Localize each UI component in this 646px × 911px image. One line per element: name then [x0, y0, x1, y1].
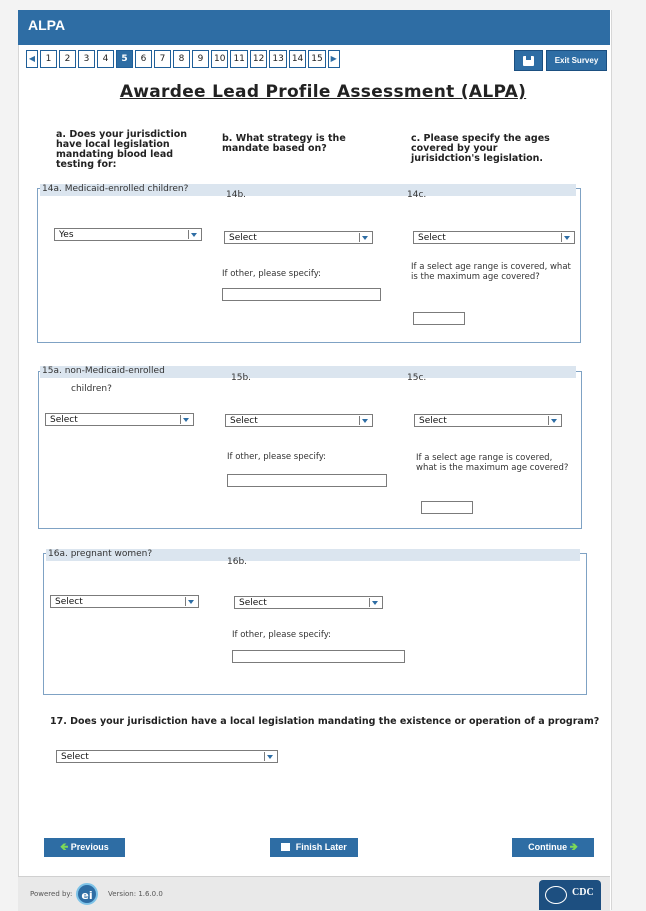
- page-link-3[interactable]: 3: [78, 50, 95, 68]
- q16a-select[interactable]: [50, 595, 199, 608]
- q14a-label: 14a. Medicaid-enrolled children?: [42, 184, 189, 194]
- hhs-eagle-icon: [545, 886, 567, 904]
- q15c-label: 15c.: [407, 373, 427, 383]
- page-link-6[interactable]: 6: [135, 50, 152, 68]
- q14c-select-value: Select: [418, 233, 446, 243]
- arrow-right-icon: 🡺: [569, 842, 578, 853]
- finish-later-button[interactable]: [270, 838, 358, 857]
- page-title: Awardee Lead Profile Assessment (ALPA): [119, 82, 527, 102]
- continue-button[interactable]: [512, 838, 594, 857]
- title-bar: [18, 10, 610, 45]
- q15a-label-line1: 15a. non-Medicaid-enrolled: [42, 366, 165, 376]
- page-link-4[interactable]: 4: [97, 50, 114, 68]
- q16b-label: 16b.: [227, 557, 248, 567]
- page-navigation: [26, 50, 342, 68]
- continue-button-label: Continue: [528, 842, 568, 852]
- page-link-12[interactable]: 12: [250, 50, 267, 68]
- q15c-select[interactable]: [414, 414, 562, 427]
- nav-next-arrow-icon[interactable]: ▶: [328, 50, 340, 68]
- page-link-5-current[interactable]: 5: [116, 50, 133, 68]
- app-title: ALPA: [28, 17, 66, 33]
- page-link-8[interactable]: 8: [173, 50, 190, 68]
- nav-prev-arrow-icon[interactable]: ◀: [26, 50, 38, 68]
- page-link-10[interactable]: 10: [211, 50, 228, 68]
- save-disk-icon: [281, 843, 290, 851]
- q15b-select-value: Select: [230, 416, 258, 426]
- q14c-age-hint: If a select age range is covered, what is the maximum age covered?: [411, 262, 571, 282]
- q15a-select-value: Select: [50, 415, 78, 425]
- q17-select[interactable]: [56, 750, 278, 763]
- page-link-14[interactable]: 14: [289, 50, 306, 68]
- q14a-select[interactable]: [54, 228, 202, 241]
- chevron-down-icon: [264, 752, 275, 761]
- chevron-down-icon: [359, 416, 370, 425]
- q17-label: 17. Does your jurisdiction have a local legislation mandating the existence or operation of a program?: [50, 716, 600, 727]
- q16b-select-value: Select: [239, 598, 267, 608]
- q15b-label: 15b.: [231, 373, 252, 383]
- q14c-select[interactable]: [413, 231, 575, 244]
- q16b-select[interactable]: [234, 596, 383, 609]
- finish-later-button-label: Finish Later: [295, 842, 347, 852]
- q15c-max-age-input[interactable]: [421, 501, 473, 514]
- cdc-logo-text: CDC: [572, 887, 594, 898]
- q16b-other-hint: If other, please specify:: [232, 630, 332, 640]
- q15b-other-input[interactable]: [227, 474, 387, 487]
- q14b-label: 14b.: [226, 190, 247, 200]
- arrow-left-icon: 🡸: [60, 842, 69, 853]
- page-link-2[interactable]: 2: [59, 50, 76, 68]
- cdc-logo: [539, 880, 601, 910]
- chevron-down-icon: [548, 416, 559, 425]
- save-disk-icon: [523, 56, 534, 66]
- page-link-9[interactable]: 9: [192, 50, 209, 68]
- column-header-a: a. Does your jurisdiction have local legislation mandating blood lead testing for:: [56, 129, 188, 170]
- q16a-select-value: Select: [55, 597, 83, 607]
- version-label: Version: 1.6.0.0: [108, 890, 163, 898]
- chevron-down-icon: [359, 233, 370, 242]
- q14a-select-value: Yes: [59, 230, 74, 240]
- q15a-label-line2: children?: [71, 384, 112, 394]
- q14b-select[interactable]: [224, 231, 373, 244]
- chevron-down-icon: [561, 233, 572, 242]
- q15b-other-hint: If other, please specify:: [227, 452, 327, 462]
- q15c-age-hint: If a select age range is covered, what is the maximum age covered?: [416, 453, 569, 473]
- q14c-label: 14c.: [407, 190, 427, 200]
- footer: [18, 876, 610, 911]
- column-header-b: b. What strategy is the mandate based on?: [222, 133, 346, 154]
- chevron-down-icon: [180, 415, 191, 424]
- q15c-select-value: Select: [419, 416, 447, 426]
- previous-button-label: Previous: [70, 842, 109, 852]
- previous-button[interactable]: [44, 838, 125, 857]
- q14b-other-hint: If other, please specify:: [222, 269, 322, 279]
- page-link-13[interactable]: 13: [269, 50, 286, 68]
- ei-logo: ei: [76, 883, 98, 905]
- exit-survey-button[interactable]: Exit Survey: [546, 50, 607, 71]
- q16b-other-input[interactable]: [232, 650, 405, 663]
- q17-select-value: Select: [61, 752, 89, 762]
- q15-box: [38, 371, 582, 529]
- q16a-label: 16a. pregnant women?: [48, 549, 153, 559]
- q14c-max-age-input[interactable]: [413, 312, 465, 325]
- q14b-select-value: Select: [229, 233, 257, 243]
- q15b-select[interactable]: [225, 414, 373, 427]
- save-button[interactable]: [514, 50, 543, 71]
- column-header-c: c. Please specify the ages covered by your jurisidction's legislation.: [411, 133, 550, 164]
- q14b-other-input[interactable]: [222, 288, 381, 301]
- powered-by-label: Powered by:: [30, 890, 73, 898]
- q16-box: [43, 553, 587, 695]
- page-link-11[interactable]: 11: [230, 50, 247, 68]
- page-link-7[interactable]: 7: [154, 50, 171, 68]
- page-link-15[interactable]: 15: [308, 50, 325, 68]
- q15a-select[interactable]: [45, 413, 194, 426]
- chevron-down-icon: [188, 230, 199, 239]
- chevron-down-icon: [369, 598, 380, 607]
- chevron-down-icon: [185, 597, 196, 606]
- page-link-1[interactable]: 1: [40, 50, 57, 68]
